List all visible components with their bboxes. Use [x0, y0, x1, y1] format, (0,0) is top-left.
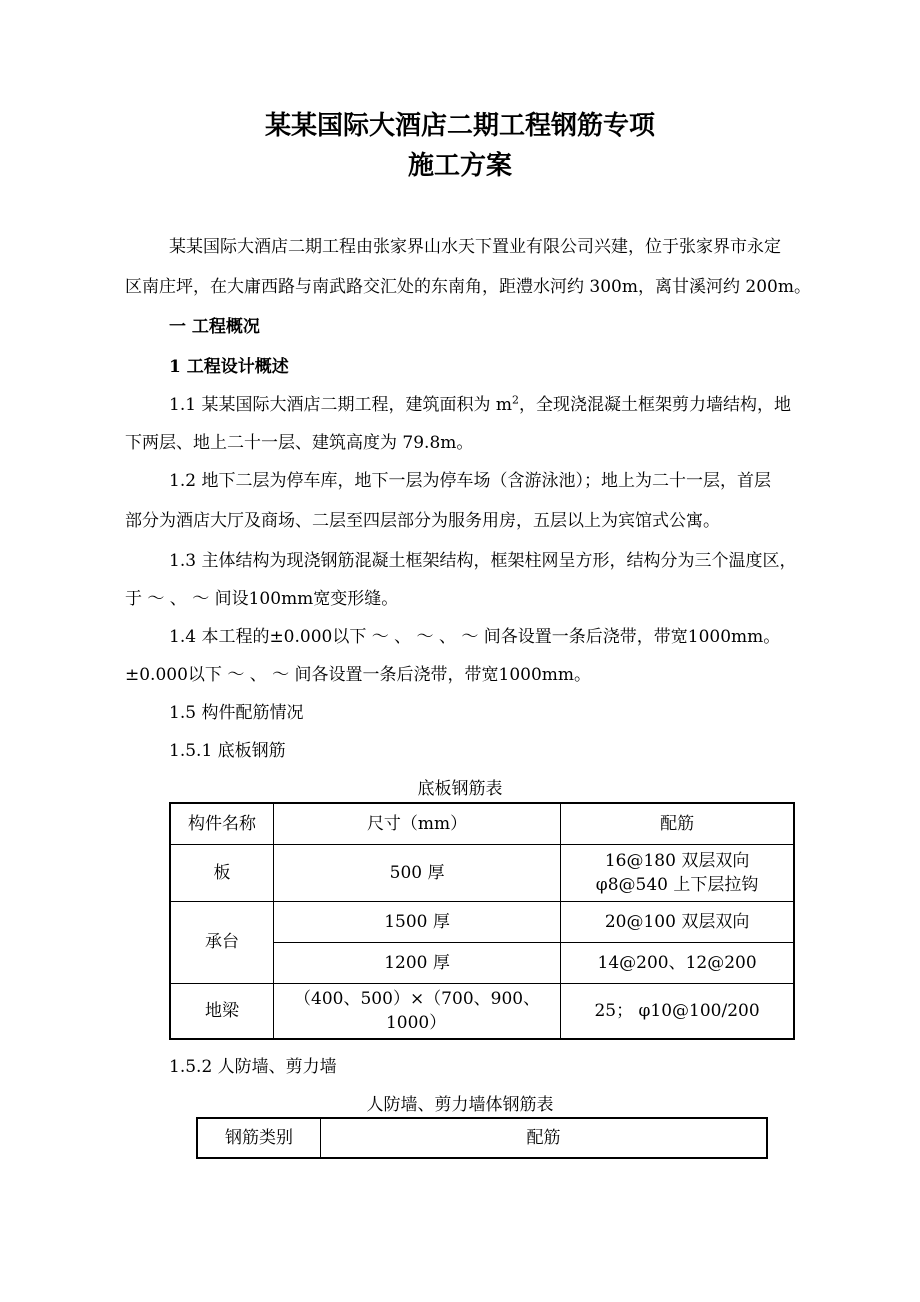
- para-1-5: 1.5 构件配筋情况: [169, 703, 304, 723]
- intro-line1: 某某国际大酒店二期工程由张家界山水天下置业有限公司兴建，位于张家界市永定: [169, 237, 781, 257]
- floor-slab-rebar-table: [169, 802, 795, 1040]
- header-component-name: 构件名称: [170, 803, 273, 844]
- cell-name: 地梁: [170, 983, 273, 1039]
- para-1-5-2: 1.5.2 人防墙、剪力墙: [169, 1057, 337, 1077]
- cell-rebar: 14@200、12@200: [561, 942, 794, 983]
- para-1-1-text-b: ，全现浇混凝土框架剪力墙结构，地: [518, 395, 791, 415]
- table2-caption: 人防墙、剪力墙体钢筋表: [366, 1095, 554, 1115]
- para-1-3-line1: 1.3 主体结构为现浇钢筋混凝土框架结构，框架柱网呈方形，结构分为三个温度区，: [169, 551, 797, 571]
- section-heading-design: 1 工程设计概述: [169, 357, 289, 377]
- para-1-3-line2: 于 ～ 、 ～ 间设100mm宽变形缝。: [125, 589, 399, 609]
- para-1-2-line2: 部分为酒店大厅及商场、二层至四层部分为服务用房，五层以上为宾馆式公寓。: [125, 511, 720, 531]
- table1-caption: 底板钢筋表: [417, 779, 503, 799]
- para-1-4-line2: ±0.000以下 ～ 、 ～ 间各设置一条后浇带，带宽1000mm。: [125, 665, 592, 685]
- cell-rebar-line1: 16@180 双层双向: [604, 850, 750, 871]
- para-1-5-1: 1.5.1 底板钢筋: [169, 741, 286, 761]
- cell-size: [273, 983, 560, 1039]
- table-row: [170, 901, 794, 942]
- superscript-2: 2: [511, 393, 519, 407]
- cell-name: 承台: [170, 901, 273, 983]
- para-1-1-text-a: 1.1 某某国际大酒店二期工程，建筑面积为 m: [169, 395, 512, 415]
- cell-size: 1200 厚: [273, 942, 560, 983]
- table-header-row: [197, 1118, 767, 1158]
- table-row: [170, 983, 794, 1039]
- cell-size: 1500 厚: [273, 901, 560, 942]
- cell-rebar-line2: φ8@540 上下层拉钩: [595, 874, 759, 895]
- intro-line2: 区南庄坪，在大庸西路与南武路交汇处的东南角，距澧水河约 300m，离甘溪河约 200m。: [125, 277, 811, 297]
- cell-name: 板: [170, 844, 273, 901]
- para-1-1-line2: 下两层、地上二十一层、建筑高度为 79.8m。: [125, 433, 474, 453]
- table-header-row: [170, 803, 794, 844]
- header-rebar-type: 钢筋类别: [197, 1118, 321, 1158]
- cell-size-line2: 1000）: [385, 1012, 447, 1033]
- header-rebar: 配筋: [321, 1118, 767, 1158]
- cell-rebar: 25； φ10@100/200: [561, 983, 794, 1039]
- section-heading-overview: 一 工程概况: [169, 317, 260, 337]
- para-1-4-line1: 1.4 本工程的±0.000以下 ～ 、 ～ 、 ～ 间各设置一条后浇带，带宽1000mm。: [169, 627, 781, 647]
- table-row: [170, 844, 794, 901]
- para-1-2-line1: 1.2 地下二层为停车库，地下一层为停车场（含游泳池）；地上为二十一层，首层: [169, 471, 771, 491]
- document-title-line1: 某某国际大酒店二期工程钢筋专项: [264, 111, 655, 141]
- cell-rebar: [561, 844, 794, 901]
- cell-rebar: 20@100 双层双向: [561, 901, 794, 942]
- para-1-1-line1: [169, 394, 791, 416]
- header-size: 尺寸（mm）: [273, 803, 560, 844]
- cell-size-line1: （400、500）×（700、900、: [294, 988, 541, 1009]
- document-title-line2: 施工方案: [407, 151, 512, 181]
- cell-size: 500 厚: [273, 844, 560, 901]
- civil-defense-wall-rebar-table: [196, 1117, 768, 1159]
- header-rebar: 配筋: [561, 803, 794, 844]
